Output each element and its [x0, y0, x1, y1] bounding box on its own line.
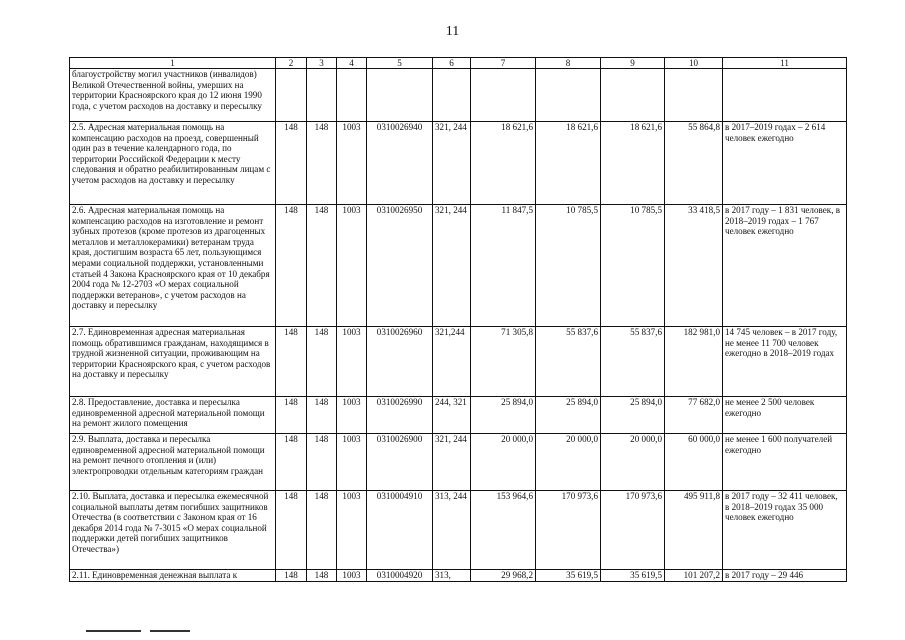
- cell-col8: 25 894,0: [536, 397, 601, 434]
- cell-col6: 321, 244: [433, 122, 471, 205]
- cell-col10: 55 864,8: [665, 122, 723, 205]
- row-description: 2.5. Адресная материальная помощь на компенсацию расходов на проезд, совершенный один раз в течение календарного года, по территории Российской Федерации к месту следования и обратно реабилитированным лицам с учетом расходов на доставку и пересылку: [70, 122, 276, 205]
- column-header: 3: [307, 58, 337, 69]
- table-row: [70, 327, 847, 397]
- cell-col8: [536, 69, 601, 122]
- cell-col11: в 2017 году – 1 831 человек, в 2018–2019 годах – 1 767 человек ежегодно: [723, 205, 847, 327]
- cell-col4: 1003: [337, 491, 367, 570]
- cell-col8: 35 619,5: [536, 570, 601, 582]
- row-description: 2.11. Единовременная денежная выплата к: [70, 570, 276, 582]
- table-row: [70, 434, 847, 491]
- column-header: 2: [276, 58, 307, 69]
- cell-col11: в 2017–2019 годах – 2 614 человек ежегодно: [723, 122, 847, 205]
- table-header-row: [70, 58, 847, 69]
- cell-col3: 148: [307, 570, 337, 582]
- cell-col5: [367, 69, 433, 122]
- cell-col7: 71 305,8: [471, 327, 536, 397]
- cell-col4: [337, 69, 367, 122]
- cell-col6: 321, 244: [433, 205, 471, 327]
- cell-col9: 170 973,6: [601, 491, 665, 570]
- cell-col2: 148: [276, 491, 307, 570]
- cell-col2: 148: [276, 205, 307, 327]
- cell-col4: 1003: [337, 327, 367, 397]
- cell-col3: 148: [307, 205, 337, 327]
- cell-col7: 18 621,6: [471, 122, 536, 205]
- cell-col9: 55 837,6: [601, 327, 665, 397]
- cell-col8: 170 973,6: [536, 491, 601, 570]
- cell-col10: 33 418,5: [665, 205, 723, 327]
- column-header: 9: [601, 58, 665, 69]
- cell-col2: 148: [276, 570, 307, 582]
- cell-col9: [601, 69, 665, 122]
- cell-col6: 321, 244: [433, 434, 471, 491]
- cell-col10: [665, 69, 723, 122]
- cell-col6: 313, 244: [433, 491, 471, 570]
- cell-col6: [433, 69, 471, 122]
- cell-col5: 0310026990: [367, 397, 433, 434]
- cell-col5: 0310004910: [367, 491, 433, 570]
- row-description: 2.6. Адресная материальная помощь на компенсацию расходов на изготовление и ремонт зубных протезов (кроме протезов из драгоценных металлов и металлокерамики) ветеранам труда края, достигшим возраста 65 лет, пользующимся мерами социальной поддержки, установленными статьей 4 Закона Красноярского края от 10 декабря 2004 года № 12-2703 «О мерах социальной поддержки ветеранов», с учетом расходов на доставку и пересылку: [70, 205, 276, 327]
- cell-col2: 148: [276, 327, 307, 397]
- cell-col9: 25 894,0: [601, 397, 665, 434]
- table-row: [70, 69, 847, 122]
- cell-col7: 153 964,6: [471, 491, 536, 570]
- cell-col8: 10 785,5: [536, 205, 601, 327]
- row-description: 2.9. Выплата, доставка и пересылка единовременной адресной материальной помощи на ремонт печного отопления и (или) электропроводки отдельным категориям граждан: [70, 434, 276, 491]
- cell-col4: 1003: [337, 434, 367, 491]
- cell-col7: 20 000,0: [471, 434, 536, 491]
- column-header: 5: [367, 58, 433, 69]
- budget-table: [69, 57, 847, 582]
- cell-col10: 182 981,0: [665, 327, 723, 397]
- cell-col10: 77 682,0: [665, 397, 723, 434]
- cell-col7: 11 847,5: [471, 205, 536, 327]
- cell-col10: 101 207,2: [665, 570, 723, 582]
- cell-col4: 1003: [337, 397, 367, 434]
- page-number: 11: [445, 24, 460, 39]
- cell-col11: в 2017 году – 32 411 человек, в 2018–2019 годах 35 000 человек ежегодно: [723, 491, 847, 570]
- row-description: 2.7. Единовременная адресная материальная помощь обратившимся гражданам, находящимся в трудной жизненной ситуации, проживающим на территории Красноярского края, с учетом расходов на доставку и пересылку: [70, 327, 276, 397]
- cell-col5: 0310026900: [367, 434, 433, 491]
- cell-col7: 29 968,2: [471, 570, 536, 582]
- cell-col2: 148: [276, 122, 307, 205]
- cell-col2: 148: [276, 434, 307, 491]
- cell-col3: [307, 69, 337, 122]
- column-header: 8: [536, 58, 601, 69]
- cell-col5: 0310026950: [367, 205, 433, 327]
- cell-col9: 18 621,6: [601, 122, 665, 205]
- cell-col7: 25 894,0: [471, 397, 536, 434]
- cell-col7: [471, 69, 536, 122]
- cell-col11: не менее 2 500 человек ежегодно: [723, 397, 847, 434]
- table-row: [70, 205, 847, 327]
- column-header: 11: [723, 58, 847, 69]
- row-description: 2.8. Предоставление, доставка и пересылка единовременной адресной материальной помощи на ремонт жилого помещения: [70, 397, 276, 434]
- cell-col5: 0310026960: [367, 327, 433, 397]
- column-header: 10: [665, 58, 723, 69]
- cell-col10: 60 000,0: [665, 434, 723, 491]
- column-header: 4: [337, 58, 367, 69]
- scan-artifact: [150, 630, 190, 632]
- table-row: [70, 570, 847, 582]
- cell-col8: 18 621,6: [536, 122, 601, 205]
- cell-col9: 20 000,0: [601, 434, 665, 491]
- cell-col11: [723, 69, 847, 122]
- cell-col3: 148: [307, 397, 337, 434]
- cell-col11: не менее 1 600 получателей ежегодно: [723, 434, 847, 491]
- cell-col3: 148: [307, 434, 337, 491]
- cell-col3: 148: [307, 122, 337, 205]
- column-header: 7: [471, 58, 536, 69]
- row-description: 2.10. Выплата, доставка и пересылка ежемесячной социальной выплаты детям погибших защитников Отечества (в соответствии с Законом края от 16 декабря 2014 года № 7-3015 «О мерах социальной поддержки детей погибших защитников Отечества»): [70, 491, 276, 570]
- table-row: [70, 122, 847, 205]
- column-header: 6: [433, 58, 471, 69]
- cell-col3: 148: [307, 327, 337, 397]
- scan-artifact: [86, 630, 141, 632]
- cell-col6: 313,: [433, 570, 471, 582]
- cell-col5: 0310004920: [367, 570, 433, 582]
- cell-col8: 20 000,0: [536, 434, 601, 491]
- column-header: 1: [70, 58, 276, 69]
- cell-col4: 1003: [337, 570, 367, 582]
- cell-col10: 495 911,8: [665, 491, 723, 570]
- cell-col4: 1003: [337, 205, 367, 327]
- cell-col11: в 2017 году – 29 446: [723, 570, 847, 582]
- cell-col5: 0310026940: [367, 122, 433, 205]
- row-description: благоустройству могил участников (инвалидов) Великой Отечественной войны, умерших на территории Красноярского края до 12 июня 1990 года, с учетом расходов на доставку и пересылку: [70, 69, 276, 122]
- table-row: [70, 397, 847, 434]
- cell-col6: 321,244: [433, 327, 471, 397]
- cell-col6: 244, 321: [433, 397, 471, 434]
- table-row: [70, 491, 847, 570]
- cell-col2: 148: [276, 397, 307, 434]
- cell-col3: 148: [307, 491, 337, 570]
- cell-col9: 10 785,5: [601, 205, 665, 327]
- cell-col2: [276, 69, 307, 122]
- cell-col11: 14 745 человек – в 2017 году, не менее 11 700 человек ежегодно в 2018–2019 годах: [723, 327, 847, 397]
- cell-col9: 35 619,5: [601, 570, 665, 582]
- cell-col4: 1003: [337, 122, 367, 205]
- cell-col8: 55 837,6: [536, 327, 601, 397]
